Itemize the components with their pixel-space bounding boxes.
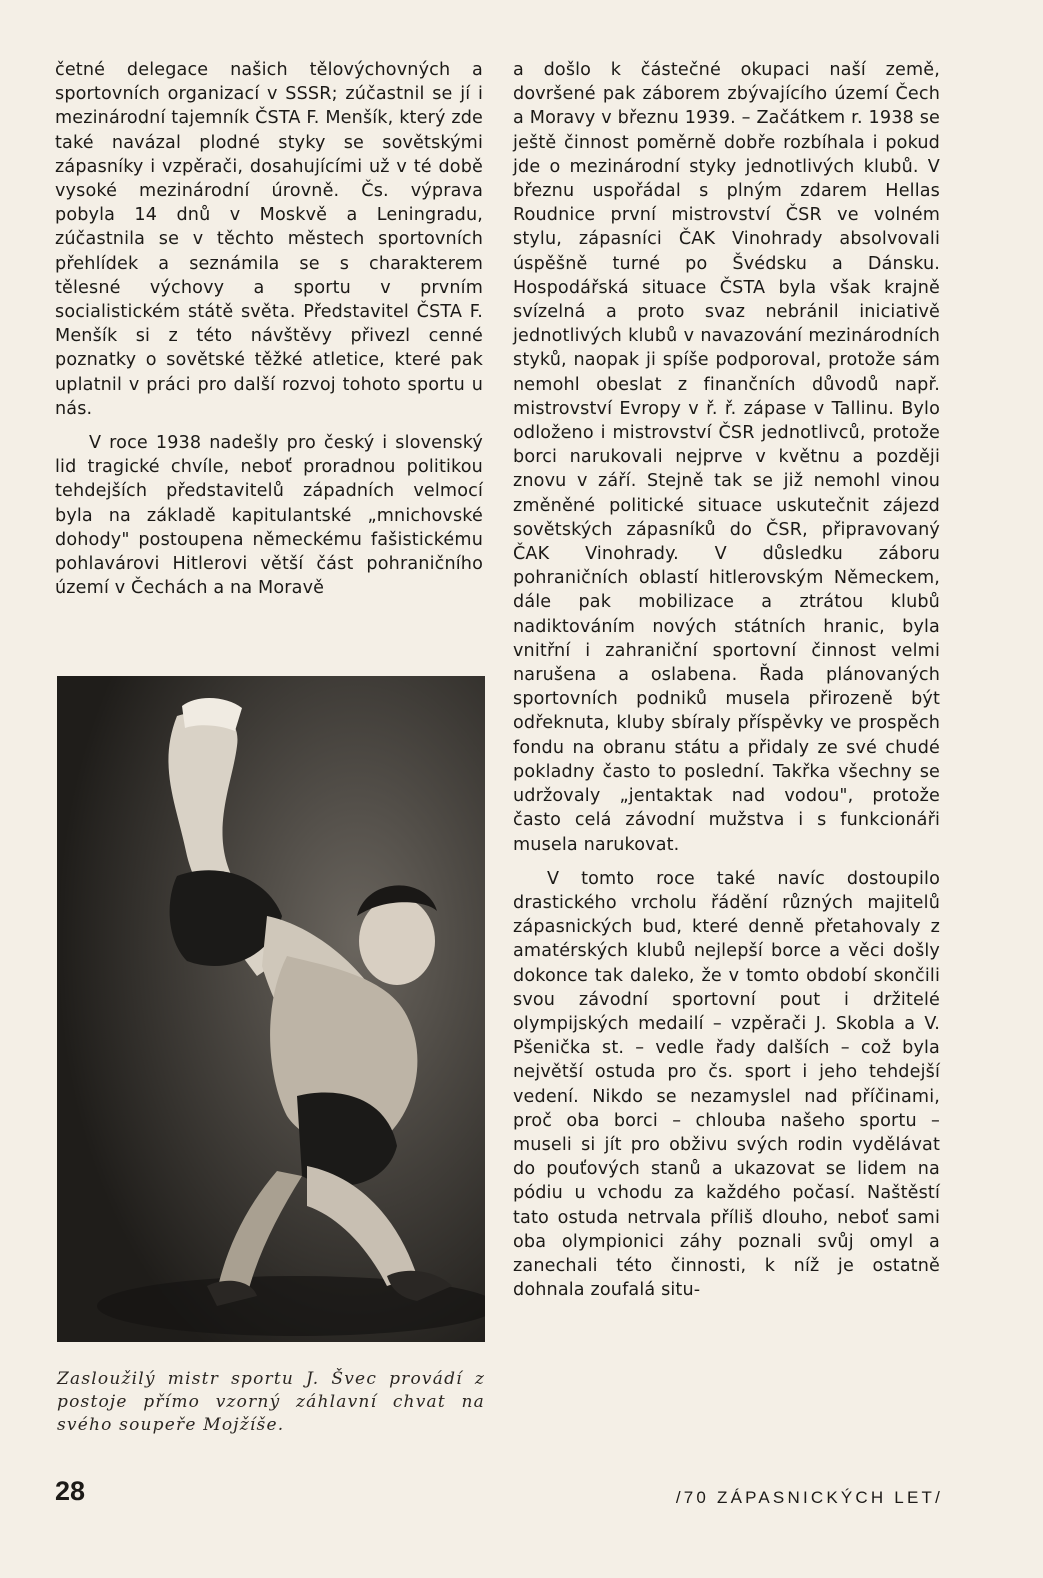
wrestling-photo [57,676,485,1342]
left-paragraph-2: V roce 1938 nadešly pro český i slovenský lid tragické chvíle, neboť proradnou politikou tehdejších představitelů západních velmocí byla na základě kapitulantské „mnichovské dohody" postoupena německému fašistickému pohlavárovi Hitlerovi větší část pohraničního území v Čechách a na Moravě [55,433,483,599]
right-text-column [513,58,940,1302]
wrestling-photo-illustration [57,676,485,1342]
page-number: 28 [55,1476,86,1506]
running-footer: /70 ZÁPASNICKÝCH LET/ [675,1488,943,1507]
left-paragraph-1: četné delegace našich tělovýchovných a sportovních organizací v SSSR; zúčastnil se jí i mezinárodní tajemník ČSTA F. Menšík, který zde také navázal plodné styky se sovětskými zápasníky i vzpěrači, dosahujícími už v té době vysoké mezinárodní úrovně. Čs. výprava pobyla 14 dnů v Moskvě a Leningradu, zúčastnila se v těchto městech sportovních přehlídek a seznámila se s charakterem tělesné výchovy a sportu v prvním socialistickém státě světa. Představitel ČSTA F. Menšík si z této návštěvy přivezl cenné poznatky o sovětské těžké atletice, které pak uplatnil v práci pro další rozvoj tohoto sportu u nás. [55,60,483,419]
right-paragraph-2: V tomto roce také navíc dostoupilo drastického vrcholu řádění různých majitelů zápasnických bud, které denně přetahovaly z amatérských klubů nejlepší borce a věci došly dokonce tak daleko, že v tomto období skončili svou závodní sportovní pout i držitelé olympijských medailí – vzpěrači J. Skobla a V. Pšenička st. – vedle řady dalších – což byla největší ostuda pro čs. sport i jeho tehdejší vedení. Nikdo se nezamyslel nad příčinami, proč oba borci – chlouba našeho sportu – museli si jít pro obživu svých rodin vydělávat do pouťových stanů a ukazovat se lidem na pódiu u vchodu za každého počasí. Naštěstí tato ostuda netrvala příliš dlouho, neboť sami oba olympionici záhy poznali svůj omyl a zanechali této činnosti, k níž je ostatně dohnala zoufalá situ- [513,868,940,1301]
left-text-column [55,58,483,600]
right-paragraph-1: a došlo k částečné okupaci naší země, dovršené pak záborem zbývajícího území Čech a Moravy v březnu 1939. – Začátkem r. 1938 se ještě činnost poměrně dobře rozbíhala i pokud jde o mezinárodní styky jednotlivých klubů. V březnu uspořádal s plným zdarem Hellas Roudnice první mistrovství ČSR ve volném stylu, zápasníci ČAK Vinohrady absolvovali úspěšně turné po Švédsku a Dánsku. Hospodářská situace ČSTA byla však krajně svízelná a proto svaz nebránil iniciativě jednotlivých klubů v navazování mezinárodních styků, naopak ji spíše podporoval, protože sám nemohl obeslat z finančních důvodů např. mistrovství Evropy v ř. ř. zápase v Tallinu. Bylo odloženo i mistrovství ČSR jednotlivců, protože borci narukovali nejprve v květnu a později znovu v září. Stejně tak se již nemohl vinou změněné politické situace uskutečnit zájezd sovětských zápasníků do ČSR, připravovaný ČAK Vinohrady. V důsledku záboru pohraničních oblastí hitlerovským Německem, dále pak mobilizace a ztrátou klubů nadiktováním nových státních hranic, byla vnitřní i zahraniční sportovní činnost velmi narušena a oslabena. Řada plánovaných sportovních podniků musela přirozeně být odřeknuta, kluby sbíraly příspěvky ve prospěch fondu na obranu státu a přidaly ze své chudé pokladny často to poslední. Takřka všechny se udržovaly „jentaktak nad vodou", protože často celá závodní mužstva i s funkcionáři musela narukovat. [513,60,940,855]
photo-caption: Zasloužilý mistr sportu J. Švec provádí z postoje přímo vzorný záhlavní chvat na svého soupeře Mojžíše. [57,1369,485,1435]
